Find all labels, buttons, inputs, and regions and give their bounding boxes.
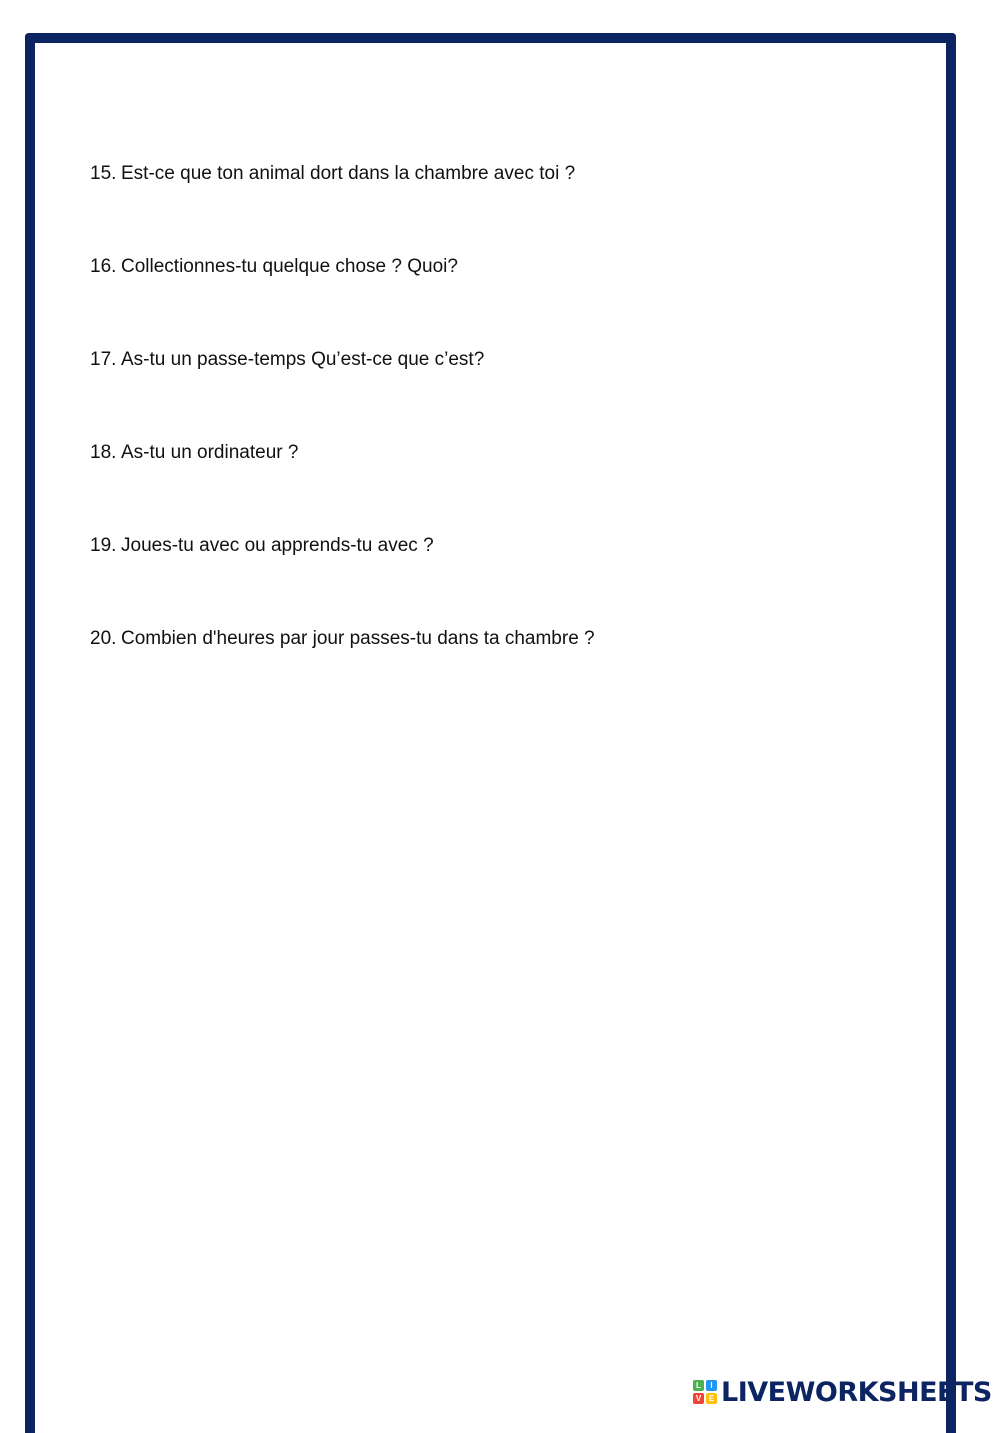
logo-cell-v: V (693, 1393, 704, 1404)
question-number: 20. (90, 628, 117, 649)
logo-cell-i: I (706, 1380, 717, 1391)
logo-cell-e: E (706, 1393, 717, 1404)
question-text: Collectionnes-tu quelque chose ? Quoi? (121, 256, 458, 277)
question-text: Combien d'heures par jour passes-tu dans ta chambre ? (121, 628, 595, 649)
logo-text: LIVEWORKSHEETS (721, 1376, 992, 1408)
liveworksheets-logo[interactable] (693, 1377, 992, 1407)
logo-cell-l: L (693, 1380, 704, 1391)
question-number: 16. (90, 256, 117, 277)
question-text: Joues-tu avec ou apprends-tu avec ? (121, 535, 434, 556)
question-text: As-tu un passe-temps Qu’est-ce que c’est? (121, 349, 485, 370)
question-list (90, 161, 595, 719)
question-number: 17. (90, 349, 117, 370)
question-number: 18. (90, 442, 117, 463)
question-number: 19. (90, 535, 117, 556)
question-16 (90, 254, 595, 347)
question-20 (90, 626, 595, 719)
question-text: As-tu un ordinateur ? (121, 442, 299, 463)
question-18 (90, 440, 595, 533)
logo-mark-icon (693, 1380, 717, 1404)
question-number: 15. (90, 163, 117, 184)
question-text: Est-ce que ton animal dort dans la chambre avec toi ? (121, 163, 576, 184)
question-15 (90, 161, 595, 254)
question-19 (90, 533, 595, 626)
question-17 (90, 347, 595, 440)
